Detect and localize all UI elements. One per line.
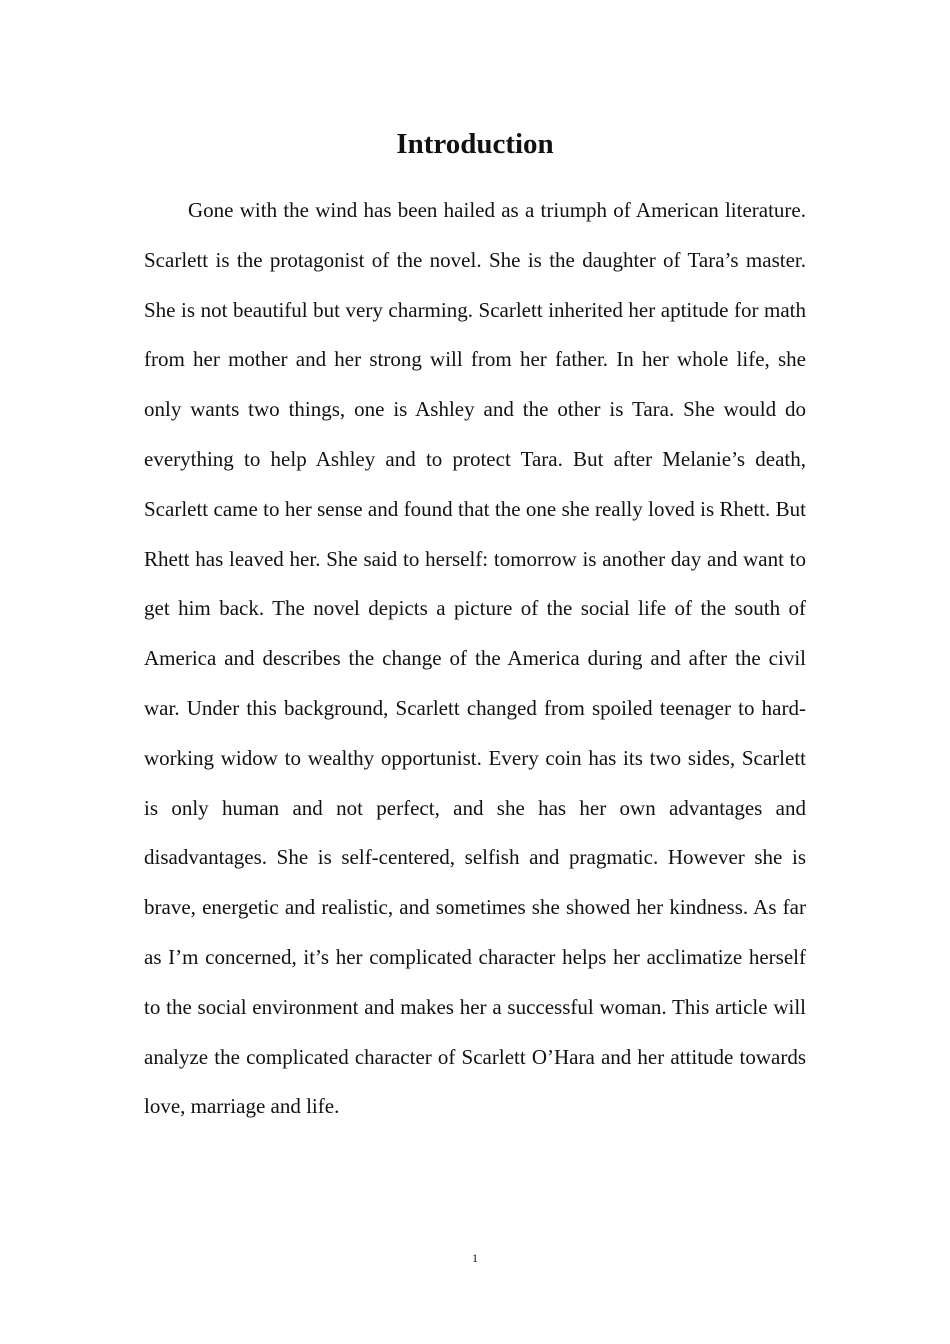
introduction-paragraph: Gone with the wind has been hailed as a triumph of American literature. Scarlett is the protagonist of the novel. She is the daughter of Tara’s master. She is not beautiful but very charming. Scarlett inherited her aptitude for math from her mother and her strong will from her father. In her whole life, she only wants two things, one is Ashley and the other is Tara. She would do everything to help Ashley and to protect Tara. But after Melanie’s death, Scarlett came to her sense and found that the one she really loved is Rhett. But Rhett has leaved her. She said to herself: tomorrow is another day and want to get him back. The novel depicts a picture of the social life of the south of America and describes the change of the America during and after the civil war. Under this background, Scarlett changed from spoiled teenager to hard-working widow to wealthy opportunist. Every coin has its two sides, Scarlett is only human and not perfect, and she has her own advantages and disadvantages. She is self-centered, selfish and pragmatic. However she is brave, energetic and realistic, and sometimes she showed her kindness. As far as I’m concerned, it’s her complicated character helps her acclimatize herself to the social environment and makes her a successful woman. This article will analyze the complicated character of Scarlett O’Hara and her attitude towards love, marriage and life. xyxy=(144,198,806,1119)
page-title: Introduction xyxy=(396,128,554,160)
page-number: 1 xyxy=(472,1251,478,1265)
